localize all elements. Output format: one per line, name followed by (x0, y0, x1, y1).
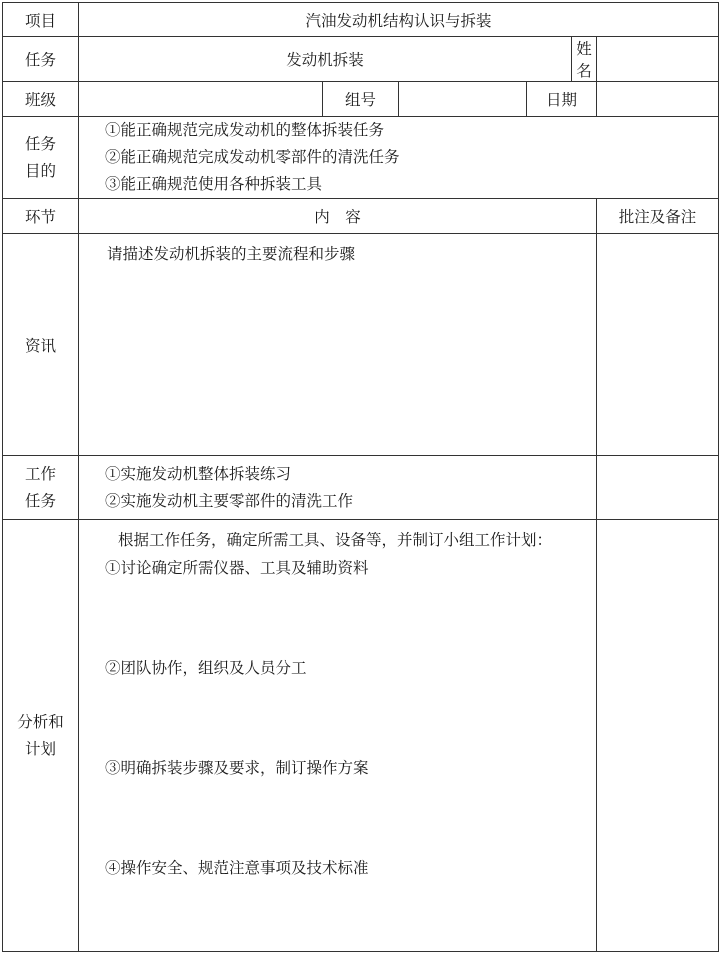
analysis-row (3, 520, 719, 952)
name-label: 姓名 (572, 37, 597, 82)
analysis-step-3: ③明确拆装步骤及要求，制订操作方案 (105, 759, 369, 777)
objective-label-line2: 目的 (24, 161, 56, 180)
analysis-label (3, 520, 79, 952)
info-prompt: 请描述发动机拆装的主要流程和步骤 (107, 245, 356, 263)
objective-row (3, 117, 719, 199)
work-task-row (3, 456, 719, 520)
stage-header: 环节 (3, 199, 79, 234)
date-field[interactable] (597, 82, 719, 117)
info-content[interactable] (79, 234, 597, 456)
content-header: 内 容 (79, 199, 597, 234)
analysis-label-line1: 分析和 (17, 712, 64, 731)
project-label: 项目 (3, 3, 79, 37)
group-field[interactable] (399, 82, 527, 117)
task-label: 任务 (3, 37, 79, 82)
info-notes[interactable] (597, 234, 719, 456)
objective-item-3: ③能正确规范使用各种拆装工具 (105, 175, 323, 193)
class-label: 班级 (3, 82, 79, 117)
analysis-space-1 (87, 582, 586, 654)
analysis-step-2: ②团队协作，组织及人员分工 (105, 659, 307, 677)
analysis-step-4: ④操作安全、规范注意事项及技术标准 (105, 859, 369, 877)
analysis-intro: 根据工作任务，确定所需工具、设备等，并制订小组工作计划： (118, 531, 553, 549)
work-task-label (3, 456, 79, 520)
name-field[interactable] (597, 37, 719, 82)
objective-list (79, 117, 719, 199)
objective-item-1: ①能正确规范完成发动机的整体拆装任务 (105, 121, 385, 139)
info-label: 资讯 (3, 234, 79, 456)
work-task-item-2: ②实施发动机主要零部件的清洗工作 (105, 491, 354, 510)
work-task-label-line1: 工作 (24, 464, 56, 483)
analysis-content[interactable] (79, 520, 597, 952)
objective-label (3, 117, 79, 199)
work-task-label-line2: 任务 (24, 491, 56, 510)
analysis-step-1: ①讨论确定所需仪器、工具及辅助资料 (105, 559, 369, 577)
objective-label-line1: 任务 (24, 134, 56, 153)
work-task-list (79, 456, 597, 520)
analysis-space-2 (87, 682, 586, 754)
notes-header: 批注及备注 (597, 199, 719, 234)
info-row (3, 234, 719, 456)
task-worksheet-table (2, 2, 719, 952)
analysis-notes[interactable] (597, 520, 719, 952)
task-row (3, 37, 719, 82)
analysis-label-line2: 计划 (24, 739, 56, 758)
class-field[interactable] (79, 82, 323, 117)
work-task-item-1: ①实施发动机整体拆装练习 (105, 464, 292, 483)
task-value: 发动机拆装 (79, 37, 572, 82)
objective-item-2: ②能正确规范完成发动机零部件的清洗任务 (105, 148, 400, 166)
date-label: 日期 (527, 82, 597, 117)
work-task-notes[interactable] (597, 456, 719, 520)
analysis-space-3 (87, 782, 586, 854)
project-row (3, 3, 719, 37)
class-row (3, 82, 719, 117)
group-label: 组号 (323, 82, 399, 117)
section-header-row (3, 199, 719, 234)
project-value: 汽油发动机结构认识与拆装 (79, 3, 719, 37)
